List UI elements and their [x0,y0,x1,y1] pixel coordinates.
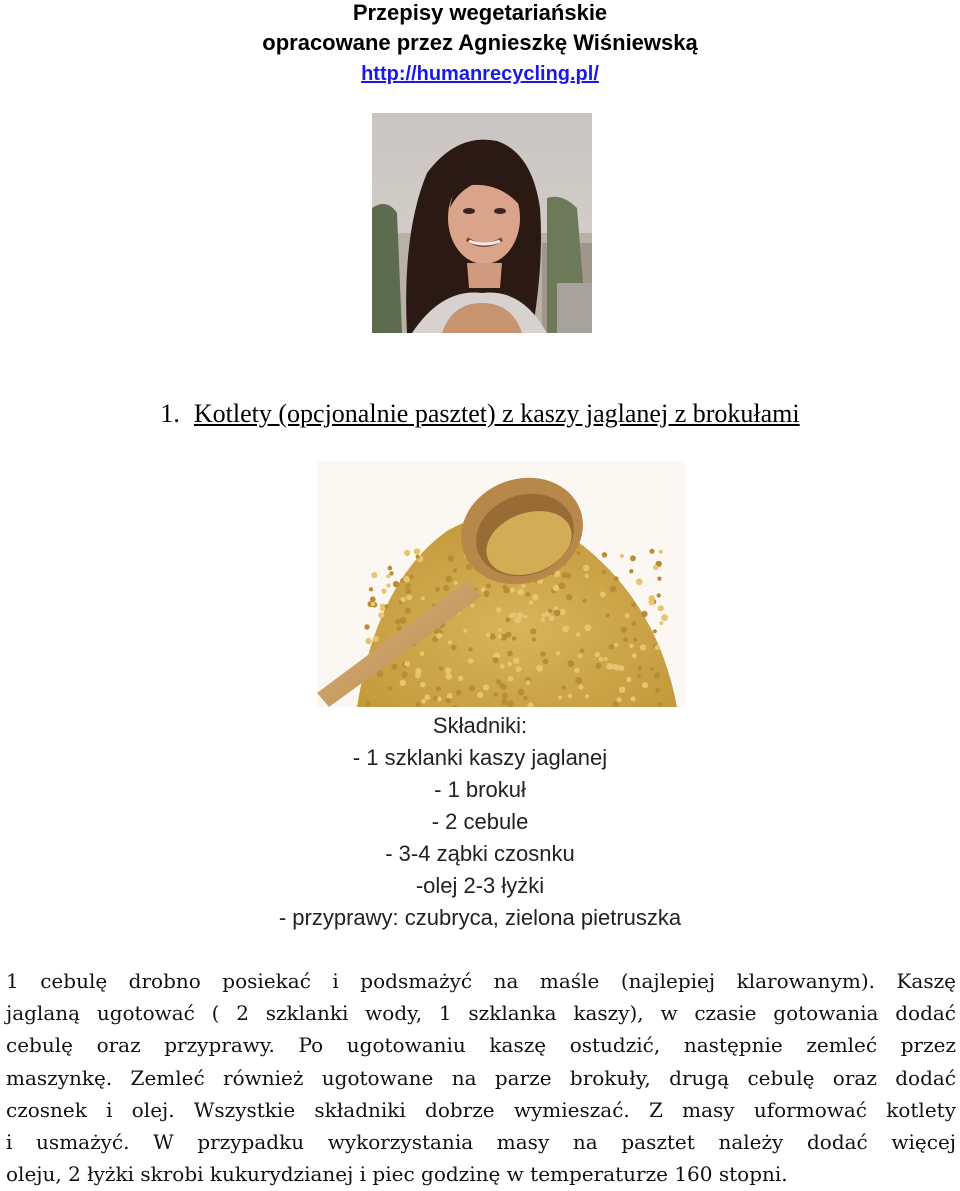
instruction-line: i usmażyć. W przypadku wykorzystania masy na pasztet należy dodać więcej [6,1130,956,1155]
millet-photo [317,461,685,707]
document-header [0,0,960,89]
ingredient-item: - przyprawy: czubryca, zielona pietruszka [278,905,682,930]
ingredient-item: -olej 2-3 łyżki [415,873,545,898]
recipe-instructions [6,965,956,1190]
website-link[interactable]: http://humanrecycling.pl/ [361,63,599,85]
author-photo [372,113,592,333]
ingredient-item: - 2 cebule [431,809,529,834]
instruction-line: jaglaną ugotować ( 2 szklanki wody, 1 szklanka kaszy), w czasie gotowania dodać [6,1001,956,1026]
recipe-title [0,396,960,432]
ingredient-item: - 3-4 ząbki czosnku [385,841,575,866]
instruction-line: cebulę oraz przyprawy. Po ugotowaniu kaszę ostudzić, następnie zemleć przez [6,1033,956,1058]
ingredient-item: - 1 szklanki kaszy jaglanej [352,745,608,770]
header-title-line1: Przepisy wegetariańskie [352,0,608,25]
ingredient-item: - 1 brokuł [434,777,526,802]
instruction-line: maszynkę. Zemleć również ugotowane na parze brokuły, drugą cebulę oraz dodać [6,1065,956,1090]
instruction-line: oleju, 2 łyżki skrobi kukurydzianej i piec godzinę w temperaturze 160 stopni. [6,1162,788,1187]
instruction-line: czosnek i olej. Wszystkie składniki dobrze wymieszać. Z masy uformować kotlety [6,1097,956,1122]
recipe-title-text: Kotlety (opcjonalnie pasztet) z kaszy jaglanej z brokułami [193,399,800,428]
ingredients-heading: Składniki: [432,713,528,738]
recipe-number: 1. [160,399,180,428]
instruction-line: 1 cebulę drobno posiekać i podsmażyć na maśle (najlepiej klarowanym). Kaszę [6,969,956,993]
ingredients-list [0,710,960,934]
header-title-line2: opracowane przez Agnieszkę Wiśniewską [262,30,698,55]
